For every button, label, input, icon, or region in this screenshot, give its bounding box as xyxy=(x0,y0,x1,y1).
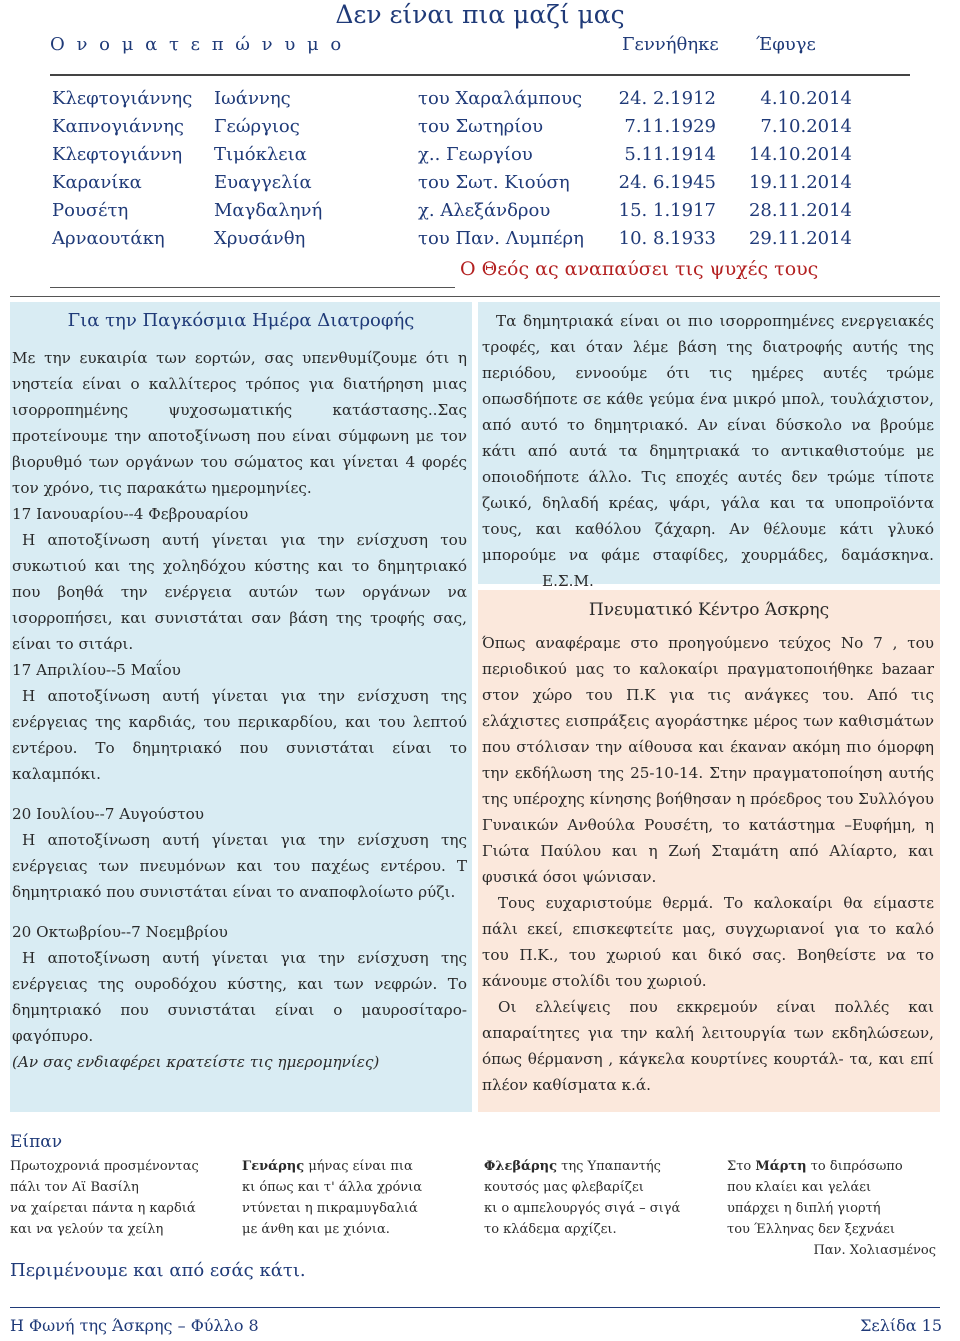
poem4-keyword: Μάρτη xyxy=(755,1159,807,1174)
poem2-line-2: κι όπως και τ' άλλα χρόνια xyxy=(242,1180,423,1195)
obituary-born: 5.11.1914 xyxy=(624,144,716,165)
poem4-line-4: του Έλληνας δεν ξεχνάει xyxy=(727,1222,895,1237)
period2-text: Η αποτοξίνωση αυτή γίνεται για την ενίσχυση της ενέργειας της καρδιάς, του περικαρδίου, και του λεπτού εντέρου. Το δημητριακό που συνιστάται είναι το καλαμπόκι. xyxy=(12,687,467,783)
obituary-surname: Κλεφτογιάννης xyxy=(52,88,193,109)
obituary-died: 28.11.2014 xyxy=(748,200,852,221)
nutrition-box xyxy=(10,302,472,1112)
footer-rule xyxy=(10,1307,940,1308)
obituary-surname: Καπνογιάννης xyxy=(52,116,184,137)
obituary-father: χ. Αλεξάνδρου xyxy=(418,200,551,221)
obituary-name: Μαγδαληνή xyxy=(214,200,323,221)
spiritual-heading: Πνευματικό Κέντρο Άσκρης xyxy=(588,600,830,620)
obituary-father: του Παν. Λυμπέρη xyxy=(418,228,584,249)
waiting-text: Περιμένουμε και από εσάς κάτι. xyxy=(10,1260,306,1281)
spiritual-paragraph-1: Όπως αναφέραμε στο προηγούμενο τεύχος Νο 7 , του περιοδικού μας το καλοκαίρι πραγματοποιήθηκε bazaar στον χώρο του Π.Κ για τις ανάγκες του. Από τις ελάχιστες εισπράξεις αγοράστηκε μέρος των καθισμάτων που στόλισαν την αίθουσα και έκαναν ακόμη πιο όμορφη την εκδήλωση της 25-10-14. Στην πραγματοποίηση αυτής της υπέροχης κίνησης βοήθησαν η πρόεδρος του Συλλόγου Γυναικών Ανθούλα Ρουσέτη, το κατάστημα –Ευφήμη, η Γιώτα Παύλου και η Ζωή Σταμάτη από Αλίαρτο, και φυσικά όσοι ψώνισαν. xyxy=(482,634,934,886)
obituary-row xyxy=(0,200,960,228)
poem3-keyword: Φλεβάρης xyxy=(484,1159,557,1174)
obituary-born: 7.11.1929 xyxy=(624,116,716,137)
obituary-died: 7.10.2014 xyxy=(760,116,852,137)
period4-text: Η αποτοξίνωση αυτή γίνεται για την ενίσχυση της ενέργειας της ουροδόχου κύστης, και των νεφρών. Το δημητριακό που συνιστάται είναι ο μαυροσίταρο-φαγόπυρο. xyxy=(12,949,467,1045)
obituary-father: χ.. Γεωργίου xyxy=(418,144,533,165)
blessing-text: Ο Θεός ας αναπαύσει τις ψυχές τους xyxy=(460,258,819,280)
obituary-name: Ευαγγελία xyxy=(214,172,312,193)
poem4-line-2: που κλαίει και γελάει xyxy=(727,1180,872,1195)
period2-dates: 17 Απριλίου--5 Μαΐου xyxy=(12,661,181,679)
obituary-row xyxy=(0,144,960,172)
poem2-line-1: μήνας είναι πια xyxy=(308,1159,413,1174)
spiritual-paragraph-2: Τους ευχαριστούμε θερμά. Το καλοκαίρι θα είμαστε πάλι εκεί, επισκεφτείτε μας, συγχωριανοί για το καλό του Π.Κ., του χωριού και δικό σας. Βοηθείστε να το κάνουμε στολίδι του χωριού. xyxy=(482,894,934,990)
poem1-line-3: να χαίρεται πάντα η καρδιά xyxy=(10,1201,196,1216)
poem-new-year xyxy=(10,1156,235,1240)
poem-march xyxy=(727,1156,952,1261)
obituary-row xyxy=(0,228,960,256)
column-born-header: Γεννήθηκε xyxy=(622,34,719,55)
period4-dates: 20 Οκτωβρίου--7 Νοεμβρίου xyxy=(12,923,228,941)
spiritual-centre-box xyxy=(478,590,940,1112)
obituary-name: Χρυσάνθη xyxy=(214,228,306,249)
poem2-line-3: ντύνεται η πικραμυγδαλιά xyxy=(242,1201,418,1216)
obituary-name: Γεώργιος xyxy=(214,116,300,137)
obituary-father: του Σωτηρίου xyxy=(418,116,544,137)
obituary-died: 19.11.2014 xyxy=(748,172,852,193)
obituary-surname: Καρανίκα xyxy=(52,172,142,193)
obituary-died: 4.10.2014 xyxy=(760,88,852,109)
obituary-surname: Ρουσέτη xyxy=(52,200,129,221)
nutrition-continued-box xyxy=(478,302,940,590)
sayings-title: Είπαν xyxy=(10,1132,63,1152)
poem3-line-2: κουτσός μας φλεβαρίζει xyxy=(484,1180,644,1195)
poem1-line-4: και να γελούν τα χείλη xyxy=(10,1222,164,1237)
poem1-line-2: πάλι τον Αϊ Βασίλη xyxy=(10,1180,139,1195)
obituary-row xyxy=(0,88,960,116)
period3-dates: 20 Ιουλίου--7 Αυγούστου xyxy=(12,805,205,823)
nutrition-closing: (Αν σας ενδιαφέρει κρατείστε τις ημερομηνίες) xyxy=(12,1053,380,1071)
poem4-prefix: Στο xyxy=(727,1159,756,1174)
nutrition-intro: Με την ευκαιρία των εορτών, σας υπενθυμίζουμε ότι η νηστεία είναι ο καλλίτερος τρόπος για διατήρηση μιας ισορροπημένης ψυχοσωματικής κατάστασης..Σας προτείνουμε την αποτοξίνωση που είναι σύμφωνη με τον βιορυθμό των οργάνων του σώματος και γίνεται 4 φορές τον χρόνο, τις παρακάτω ημερομηνίες. xyxy=(12,349,467,497)
obituary-row xyxy=(0,172,960,200)
obituary-born: 15. 1.1917 xyxy=(618,200,716,221)
spiritual-paragraph-3: Οι ελλείψεις που εκκρεμούν είναι πολλές και απαραίτητες για την καλή λειτουργία των εκδηλώσεων, όπως θέρμανση , κάγκελα κουρτίνες κουρτάλ- τα, και επί πλέον καθίσματα κ.ά. xyxy=(482,998,934,1094)
section-rule xyxy=(10,296,940,297)
obituary-father: του Χαραλάμπους xyxy=(418,88,583,109)
nutrition-heading: Για την Παγκόσμια Ημέρα Διατροφής xyxy=(67,310,415,331)
obituary-born: 10. 8.1933 xyxy=(618,228,716,249)
column-died-header: Έφυγε xyxy=(756,34,816,55)
footer-page-number: Σελίδα 15 xyxy=(860,1316,942,1335)
obituary-died: 14.10.2014 xyxy=(748,144,852,165)
nutrition-signature: Ε.Σ.Μ. xyxy=(542,572,594,590)
poem4-line-3: υπάρχει η διπλή γιορτή xyxy=(727,1201,881,1216)
obituary-title: Δεν είναι πια μαζί μας xyxy=(335,0,625,29)
obituary-name: Ιωάννης xyxy=(214,88,291,109)
period3-text: Η αποτοξίνωση αυτή γίνεται για την ενίσχυση της ενέργειας των πνευμόνων και του παχέως εντέρου. Τ δημητριακό που συνιστάται είναι το αναποφλοίωτο ρύζι. xyxy=(12,831,467,901)
nutrition-continued-text xyxy=(482,308,934,594)
poem1-line-1: Πρωτοχρονιά προσμένοντας xyxy=(10,1159,199,1174)
period1-text: Η αποτοξίνωση αυτή γίνεται για την ενίσχυση του συκωτιού και της χοληδόχου κύστης και το δημητριακό που βοηθά την ενέργεια αυτών των οργάνων να ισορροπήσει, και συνιστάται σαν βάση της τροφής σας, είναι το σιτάρι. xyxy=(12,531,467,653)
nutrition-right-text: Τα δημητριακά είναι οι πιο ισορροπημένες ενεργειακές τροφές, και όταν λέμε βάση της διατροφής αυτής της περιόδου, εννοούμε ότι τις ημέρες αυτές τρώμε οπωσδήποτε σε κάθε γεύμα ένα μικρό μπολ, τουλάχιστον, από αυτό το δημητριακό. Αν είναι δύσκολο να βρούμε κάτι από αυτά τα δημητριακά το αντικαθιστούμε με οποιοδήποτε άλλο. Τις εποχές αυτές δεν τρώμε τίποτε ζωικό, δηλαδή κρέας, ψάρι, γάλα και τα υποπροϊόντα τους, και καθόλου ζάχαρη. Αν θέλουμε κάτι γλυκό μπορούμε να φάμε σταφίδες, χουρμάδες, δαμάσκηνα. xyxy=(482,312,934,564)
obituary-born: 24. 6.1945 xyxy=(618,172,716,193)
poem-author: Παν. Χολιασμένος xyxy=(813,1243,936,1258)
poem4-line-1: το διπρόσωπο xyxy=(810,1159,903,1174)
obituary-surname: Αρναουτάκη xyxy=(52,228,165,249)
obituary-father: του Σωτ. Κιούση xyxy=(418,172,570,193)
poem-february xyxy=(484,1156,709,1240)
obituary-died: 29.11.2014 xyxy=(748,228,852,249)
blessing-rule-left xyxy=(50,287,455,288)
obituary-born: 24. 2.1912 xyxy=(618,88,716,109)
poem3-line-3: κι ο αμπελουργός σιγά – σιγά xyxy=(484,1201,681,1216)
poem2-line-4: με άνθη και με χιόνια. xyxy=(242,1222,390,1237)
poem3-line-4: το κλάδεμα αρχίζει. xyxy=(484,1222,617,1237)
obituary-name: Τιμόκλεια xyxy=(214,144,307,165)
column-name-header: Ο ν ο μ α τ ε π ώ ν υ μ ο xyxy=(50,34,345,55)
header-rule xyxy=(50,74,910,76)
poem3-line-1: της Υπαπαντής xyxy=(561,1159,661,1174)
period1-dates: 17 Ιανουαρίου--4 Φεβρουαρίου xyxy=(12,505,249,523)
poem-january xyxy=(242,1156,467,1240)
obituary-surname: Κλεφτογιάννη xyxy=(52,144,183,165)
obituary-row xyxy=(0,116,960,144)
poem2-keyword: Γενάρης xyxy=(242,1159,305,1174)
footer-publication: Η Φωνή της Άσκρης – Φύλλο 8 xyxy=(10,1316,259,1335)
